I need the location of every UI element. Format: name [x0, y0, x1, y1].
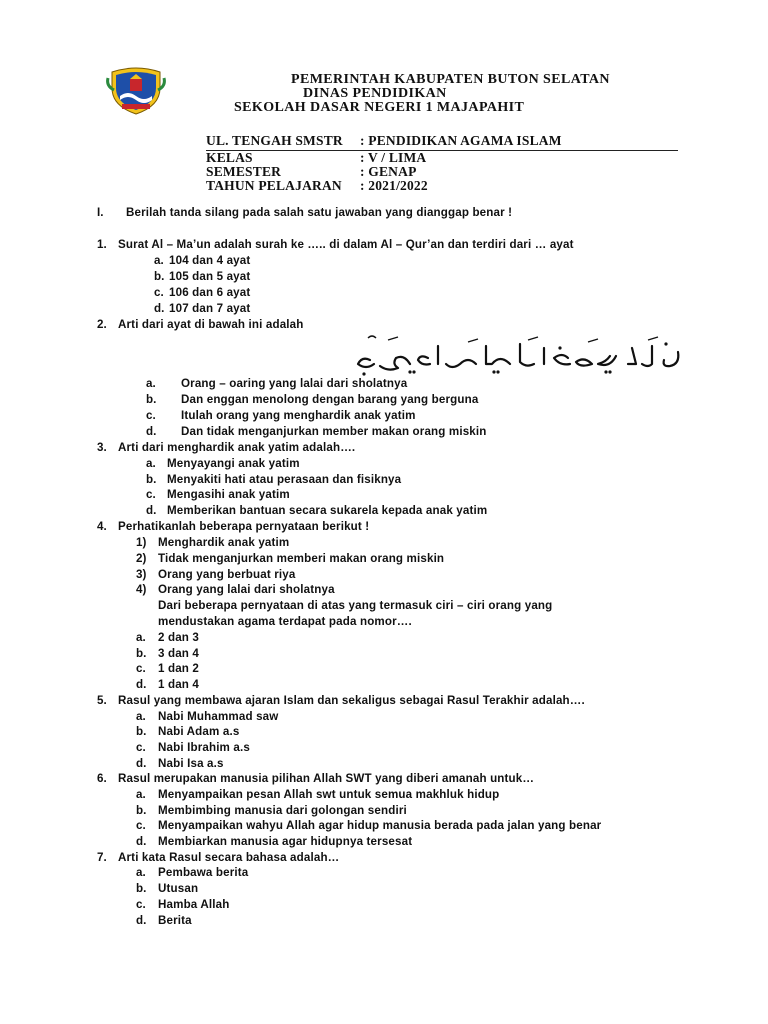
option-label: a.: [154, 254, 164, 267]
option-text: Membimbing manusia dari golongan sendiri: [158, 804, 407, 817]
option-text: Menyayangi anak yatim: [167, 457, 300, 470]
school-logo: [104, 66, 168, 116]
option-label: d.: [136, 757, 147, 770]
option-text: Orang – oaring yang lalai dari sholatnya: [181, 377, 408, 390]
option-text: Itulah orang yang menghardik anak yatim: [181, 409, 416, 422]
option-text: 106 dan 6 ayat: [169, 286, 251, 299]
statement-text: Tidak menganjurkan memberi makan orang miskin: [158, 552, 445, 565]
info-class-value: : V / LIMA: [360, 150, 427, 165]
option-text: Menyakiti hati atau perasaan dan fisiknya: [167, 473, 402, 486]
question-number: 4.: [97, 520, 107, 533]
statement-label: 1): [136, 536, 147, 549]
header-department: DINAS PENDIDIKAN: [303, 86, 447, 101]
statement-text: Orang yang lalai dari sholatnya: [158, 583, 335, 596]
option-label: a.: [146, 457, 156, 470]
question-number: 1.: [97, 238, 107, 251]
option-label: c.: [146, 488, 156, 501]
option-label: a.: [146, 377, 156, 390]
option-label: a.: [136, 631, 146, 644]
option-label: c.: [136, 898, 146, 911]
question-number: 2.: [97, 318, 107, 331]
question-followup: Dari beberapa pernyataan di atas yang termasuk ciri – ciri orang yang: [158, 599, 553, 612]
option-text: Nabi Adam a.s: [158, 725, 240, 738]
option-label: c.: [136, 819, 146, 832]
option-text: 105 dan 5 ayat: [169, 270, 251, 283]
option-label: d.: [154, 302, 165, 315]
info-class-key: KELAS: [206, 150, 253, 165]
option-label: b.: [146, 393, 157, 406]
info-subject-value: : PENDIDIKAN AGAMA ISLAM: [360, 133, 562, 148]
question-text: Rasul merupakan manusia pilihan Allah SWT yang diberi amanah untuk…: [118, 772, 535, 785]
statement-text: Menghardik anak yatim: [158, 536, 290, 549]
option-label: b.: [136, 804, 147, 817]
option-text: Nabi Ibrahim a.s: [158, 741, 250, 754]
arabic-verse-image: [348, 334, 688, 378]
option-text: 107 dan 7 ayat: [169, 302, 251, 315]
question-number: 7.: [97, 851, 107, 864]
option-text: Mengasihi anak yatim: [167, 488, 290, 501]
statement-text: Orang yang berbuat riya: [158, 568, 296, 581]
section-instruction: Berilah tanda silang pada salah satu jawaban yang dianggap benar !: [126, 206, 513, 219]
question-text: Surat Al – Ma’un adalah surah ke ….. di dalam Al – Qur’an dan terdiri dari … ayat: [118, 238, 574, 251]
option-text: Menyampaikan wahyu Allah agar hidup manusia berada pada jalan yang benar: [158, 819, 602, 832]
option-label: d.: [136, 835, 147, 848]
option-label: c.: [136, 741, 146, 754]
section-marker: I.: [97, 206, 104, 219]
option-text: Dan tidak menganjurkan member makan orang miskin: [181, 425, 487, 438]
option-text: Utusan: [158, 882, 199, 895]
statement-label: 2): [136, 552, 147, 565]
option-text: Dan enggan menolong dengan barang yang berguna: [181, 393, 479, 406]
option-label: b.: [136, 647, 147, 660]
option-label: d.: [136, 678, 147, 691]
question-number: 5.: [97, 694, 107, 707]
info-divider: [206, 150, 678, 151]
question-followup: mendustakan agama terdapat pada nomor….: [158, 615, 412, 628]
question-number: 6.: [97, 772, 107, 785]
option-text: 1 dan 4: [158, 678, 199, 691]
option-text: Nabi Isa a.s: [158, 757, 224, 770]
statement-label: 3): [136, 568, 147, 581]
question-text: Rasul yang membawa ajaran Islam dan sekaligus sebagai Rasul Terakhir adalah….: [118, 694, 585, 707]
header-school: SEKOLAH DASAR NEGERI 1 MAJAPAHIT: [234, 100, 525, 115]
option-label: c.: [136, 662, 146, 675]
info-subject-key: UL. TENGAH SMSTR: [206, 133, 343, 148]
option-text: Pembawa berita: [158, 866, 249, 879]
question-text: Perhatikanlah beberapa pernyataan berikut !: [118, 520, 370, 533]
option-text: Memberikan bantuan secara sukarela kepada anak yatim: [167, 504, 488, 517]
info-semester-key: SEMESTER: [206, 164, 282, 179]
statement-label: 4): [136, 583, 147, 596]
option-text: Membiarkan manusia agar hidupnya tersesat: [158, 835, 413, 848]
option-text: 3 dan 4: [158, 647, 199, 660]
option-text: Berita: [158, 914, 192, 927]
question-text: Arti dari ayat di bawah ini adalah: [118, 318, 304, 331]
info-semester-value: : GENAP: [360, 164, 417, 179]
option-text: 2 dan 3: [158, 631, 199, 644]
option-label: a.: [136, 710, 146, 723]
option-label: b.: [154, 270, 165, 283]
info-year-key: TAHUN PELAJARAN: [206, 178, 342, 193]
option-text: Menyampaikan pesan Allah swt untuk semua makhluk hidup: [158, 788, 500, 801]
option-label: a.: [136, 788, 146, 801]
option-label: d.: [136, 914, 147, 927]
question-text: Arti kata Rasul secara bahasa adalah…: [118, 851, 340, 864]
header-government: PEMERINTAH KABUPATEN BUTON SELATAN: [291, 72, 610, 87]
option-label: b.: [136, 725, 147, 738]
option-text: 104 dan 4 ayat: [169, 254, 251, 267]
option-text: Nabi Muhammad saw: [158, 710, 279, 723]
question-text: Arti dari menghardik anak yatim adalah….: [118, 441, 356, 454]
option-text: Hamba Allah: [158, 898, 230, 911]
option-label: d.: [146, 504, 157, 517]
option-label: d.: [146, 425, 157, 438]
option-label: c.: [154, 286, 164, 299]
option-label: a.: [136, 866, 146, 879]
option-text: 1 dan 2: [158, 662, 199, 675]
option-label: c.: [146, 409, 156, 422]
option-label: b.: [146, 473, 157, 486]
option-label: b.: [136, 882, 147, 895]
info-year-value: : 2021/2022: [360, 178, 428, 193]
question-number: 3.: [97, 441, 107, 454]
